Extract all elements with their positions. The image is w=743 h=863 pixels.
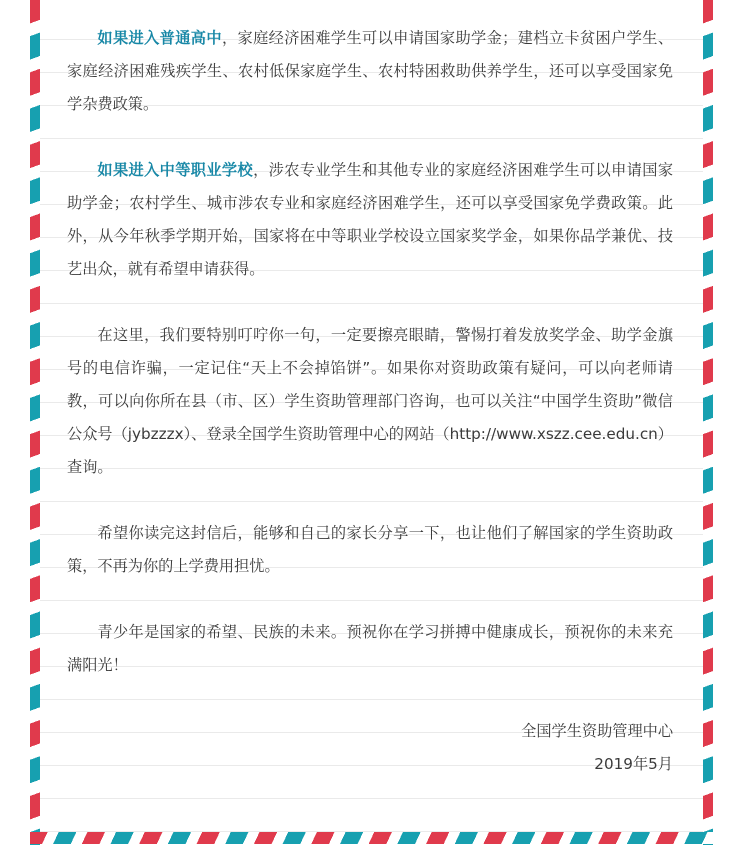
paragraph-text: 在这里，我们要特别叮咛你一句，一定要擦亮眼睛，警惕打着发放奖学金、助学金旗号的电信诈骗，一定记住“天上不会掉馅饼”。如果你对资助政策有疑问，可以向老师请教，可以向你所在县（市、区）学生资助管理部门咨询，也可以关注“中国学生资助”微信公众号（jybzzzx）、登录全国学生资助管理中心的网站（http://www.xszz.cee.edu.cn）查询。 [67,326,673,476]
airmail-border-bottom [30,832,713,844]
signature-date: 2019年5月 [594,755,673,773]
paragraph-wishes [67,616,673,682]
highlight-high-school: 如果进入普通高中 [97,29,222,47]
paragraph-fraud-warning [67,319,673,484]
paragraph-text: ，家庭经济困难学生可以申请国家助学金；建档立卡贫困户学生、家庭经济困难残疾学生、农村低保家庭学生、农村特困救助供养学生，还可以享受国家免学杂费政策。 [67,29,674,113]
highlight-vocational-school: 如果进入中等职业学校 [97,161,254,179]
airmail-border-left [30,0,40,845]
letter-body [67,22,673,781]
paragraph-high-school [67,22,673,121]
airmail-border-right [703,0,713,845]
paragraph-share-with-parents [67,517,673,583]
paragraph-vocational-school [67,154,673,286]
paragraph-text: ，涉农专业学生和其他专业的家庭经济困难学生可以申请国家助学金；农村学生、城市涉农专业和家庭经济困难学生，还可以享受国家免学费政策。此外，从今年秋季学期开始，国家将在中等职业学校设立国家奖学金，如果你品学兼优、技艺出众，就有希望申请获得。 [67,161,674,278]
paragraph-text: 希望你读完这封信后，能够和自己的家长分享一下，也让他们了解国家的学生资助政策，不再为你的上学费用担忧。 [67,524,673,575]
signature-org: 全国学生资助管理中心 [521,722,673,740]
paragraph-text: 青少年是国家的希望、民族的未来。预祝你在学习拼搏中健康成长，预祝你的未来充满阳光！ [67,623,673,674]
